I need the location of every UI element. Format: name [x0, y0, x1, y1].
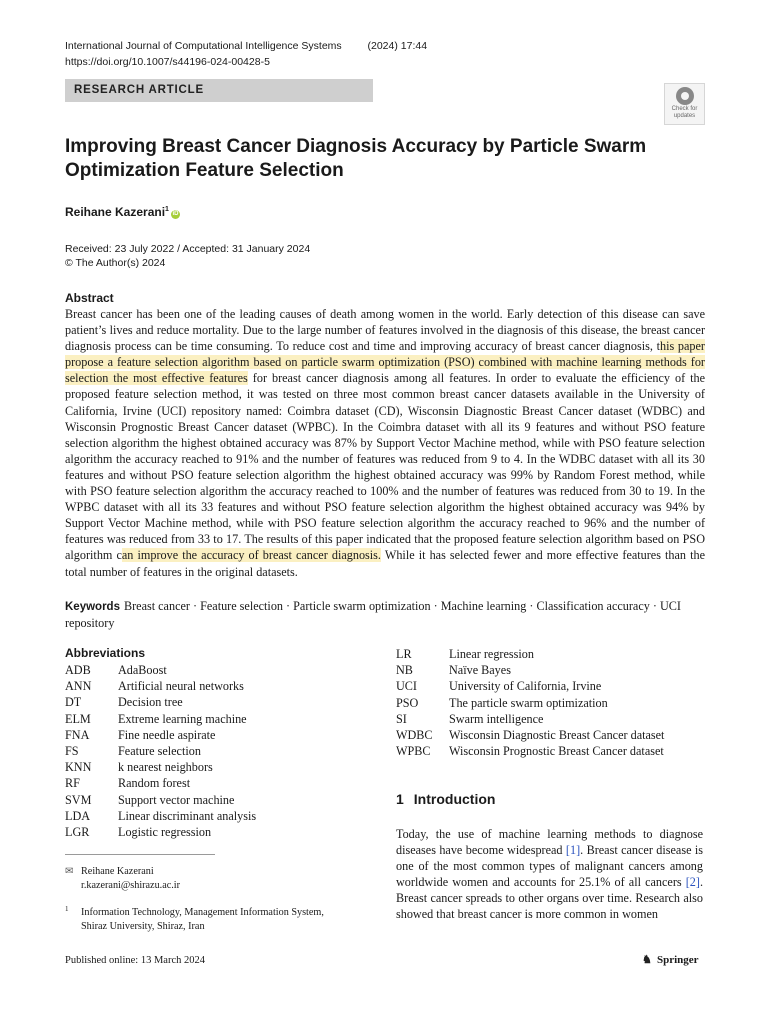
keywords-list: Breast cancer · Feature selection · Particle swarm optimization · Machine learning · Classification accuracy · UCI repository: [65, 599, 681, 631]
abbr-definition: Wisconsin Diagnostic Breast Cancer dataset: [449, 728, 665, 743]
abbreviation-row: [396, 678, 664, 694]
abbreviation-row: [65, 759, 256, 775]
intro-text: . Breast cancer spreads to other organs over time. Research also showed that breast cancer is more common in women: [396, 875, 703, 922]
abbr-definition: University of California, Irvine: [449, 679, 602, 694]
author-line: [65, 205, 180, 219]
abbr-key: ANN: [65, 679, 92, 694]
abbr-definition: Decision tree: [118, 695, 183, 710]
abbreviation-row: [65, 678, 256, 694]
abbreviation-row: [65, 662, 256, 678]
intro-text: Today, the use of machine learning methods to diagnose diseases have become widespread: [396, 827, 703, 858]
springer-horse-icon: ♞: [642, 954, 652, 966]
abbr-key: ADB: [65, 663, 91, 677]
abbr-key: LDA: [65, 808, 91, 823]
abbreviations-left: [65, 662, 256, 840]
received-accepted: Received: 23 July 2022 / Accepted: 31 January 2024: [65, 243, 311, 255]
paper-title: Improving Breast Cancer Diagnosis Accuracy by Particle Swarm Optimization Feature Selection: [65, 136, 647, 181]
orcid-icon[interactable]: iD: [172, 211, 179, 217]
abbr-key: ELM: [65, 711, 91, 726]
abbreviation-row: [65, 711, 256, 727]
abbreviation-row: [396, 727, 664, 743]
keywords: [65, 598, 705, 631]
intro-text: . Breast cancer disease is one of the most common types of malignant cancers among worldwide women and accounts for 25.1% of all cancers: [396, 843, 704, 890]
publisher-name: Springer: [657, 954, 699, 966]
abbr-key: LGR: [65, 825, 90, 840]
abbr-definition: Naïve Bayes: [449, 663, 511, 678]
abbr-definition: Linear discriminant analysis: [118, 808, 257, 823]
abbreviation-row: [396, 695, 664, 711]
publisher-logo[interactable]: [642, 953, 699, 966]
abstract-heading: Abstract: [65, 291, 114, 305]
abbr-definition: Fine needle aspirate: [118, 727, 216, 742]
abbreviations-heading: Abbreviations: [65, 646, 146, 660]
abbr-definition: Artificial neural networks: [118, 679, 244, 694]
corr-email[interactable]: r.kazerani@shirazu.ac.ir: [81, 879, 181, 891]
section-number: 1: [396, 791, 404, 807]
footnote-divider: [65, 854, 215, 855]
affiliation-line: Information Technology, Management Information System,: [81, 907, 324, 918]
affiliation-number: 1: [65, 905, 69, 913]
abbr-definition: Feature selection: [118, 744, 201, 759]
abbr-key: WDBC: [396, 728, 433, 743]
abstract-text: While it has selected fewer and more effective features than the total number of features in the original datasets.: [65, 548, 706, 579]
article-dates: [65, 242, 310, 270]
envelope-icon: ✉: [65, 866, 74, 877]
corr-name: Reihane Kazerani: [81, 866, 154, 877]
abbr-definition: Linear regression: [449, 647, 534, 661]
section-heading-introduction: [396, 791, 495, 807]
abbr-key: KNN: [65, 760, 92, 775]
citation-link[interactable]: [2]: [685, 875, 700, 890]
abbreviation-row: [65, 743, 256, 759]
section-title: Introduction: [413, 791, 496, 807]
abbr-definition: Wisconsin Prognostic Breast Cancer dataset: [449, 744, 664, 759]
abbreviation-row: [396, 646, 664, 662]
abbreviation-row: [65, 808, 256, 824]
abstract-highlight: his paper propose a feature selection algorithm based on particle swarm optimization (PSO) combined with machine learning methods for selection the most effective features: [65, 339, 705, 386]
citation-link[interactable]: [1]: [565, 843, 581, 858]
abbr-definition: Extreme learning machine: [118, 711, 247, 726]
abbreviation-row: [65, 727, 256, 743]
abbr-key: PSO: [396, 695, 419, 710]
journal-header: [65, 40, 427, 52]
corresponding-author: [65, 865, 180, 892]
abstract-highlight: an improve the accuracy of breast cancer diagnosis.: [121, 548, 381, 563]
abbr-key: FNA: [65, 727, 90, 742]
abbreviations-right: [396, 646, 664, 759]
journal-issue: (2024) 17:44: [367, 40, 428, 52]
affiliation-line: Shiraz University, Shiraz, Iran: [81, 920, 205, 932]
introduction-body: [396, 826, 703, 923]
check-updates-icon: [676, 87, 694, 105]
abbr-key: WPBC: [396, 744, 431, 759]
abbr-key: LR: [396, 647, 412, 661]
author-name[interactable]: Reihane Kazerani: [65, 205, 166, 219]
abbr-definition: Random forest: [118, 776, 191, 791]
abbr-definition: Support vector machine: [118, 792, 235, 807]
abbr-key: UCI: [396, 679, 417, 694]
keywords-label: Keywords: [65, 601, 120, 613]
abbreviation-row: [65, 824, 256, 840]
abbr-definition: k nearest neighbors: [118, 760, 213, 775]
abbr-definition: Logistic regression: [118, 825, 212, 840]
affiliation-footnote: [65, 903, 375, 933]
abbreviation-row: [65, 775, 256, 791]
abbreviation-row: [396, 662, 664, 678]
abbreviation-row: [65, 792, 256, 808]
doi-link[interactable]: https://doi.org/10.1007/s44196-024-00428-5: [65, 56, 270, 68]
check-updates-badge[interactable]: [664, 83, 705, 125]
abbr-definition: The particle swarm optimization: [449, 695, 608, 710]
abbreviation-row: [396, 711, 664, 727]
abbr-key: DT: [65, 695, 82, 710]
copyright: © The Author(s) 2024: [65, 257, 166, 269]
abbreviation-row: [65, 694, 256, 710]
check-updates-label: Check for updates: [671, 106, 698, 119]
abstract-text: Breast cancer has been one of the leading causes of death among women in the world. Early detection of this disease can save patient’s lives and reduce mortality. Due to the large number of features involved in the diagnosis of this disease, the breast cancer diagnosis process can be time consuming. To reduce cost and time and improving accuracy of breast cancer diagnosis, t: [65, 307, 705, 354]
abbr-key: RF: [65, 776, 80, 791]
published-online: Published online: 13 March 2024: [65, 955, 205, 966]
abstract-body: [65, 306, 705, 580]
abbr-key: NB: [396, 663, 413, 678]
abbr-definition: AdaBoost: [118, 663, 167, 677]
abbr-definition: Swarm intelligence: [449, 711, 544, 726]
abbreviation-row: [396, 743, 664, 759]
abbr-key: FS: [65, 744, 79, 759]
abbr-key: SVM: [65, 792, 92, 807]
article-type: RESEARCH ARTICLE: [74, 84, 204, 96]
article-type-bar: [65, 79, 373, 102]
author-affiliation-mark: 1: [165, 206, 169, 213]
abbr-key: SI: [396, 711, 407, 726]
abstract-text: for breast cancer diagnosis among all features. In order to evaluate the efficiency of the proposed feature selection method, it was tested on three most common breast cancer datasets available in the University of California, Irvine (UCI) repository named: Coimbra dataset (CD), Wisconsin Diagnostic Breast Cancer dataset (WDBC) and Wisconsin Prognostic Breast Cancer dataset (WPBC). In the Coimbra dataset with all its 9 features and without PSO feature selection algorithm the highest obtained accuracy was 87% by Support Vector Machine method, while with PSO feature selection algorithm the accuracy reached to 91% and the number of features was reduced from 9 to 4. In the WDBC dataset with all its 30 features and without PSO feature selection algorithm the highest obtained accuracy was 99% by Random Forest method, while with PSO feature selection algorithm the accuracy reached to 100% and the number of features was reduced from 30 to 19. In the WPBC dataset with all its 33 features and without PSO feature selection algorithm the highest obtained accuracy was 94% by Support Vector Machine method, while with PSO feature selection algorithm the accuracy reached to 96% and the number of features was reduced from 33 to 17. The results of this paper indicated that the proposed feature selection algorithm based on PSO algorithm c: [65, 371, 705, 563]
journal-name: International Journal of Computational Intelligence Systems: [65, 40, 342, 52]
